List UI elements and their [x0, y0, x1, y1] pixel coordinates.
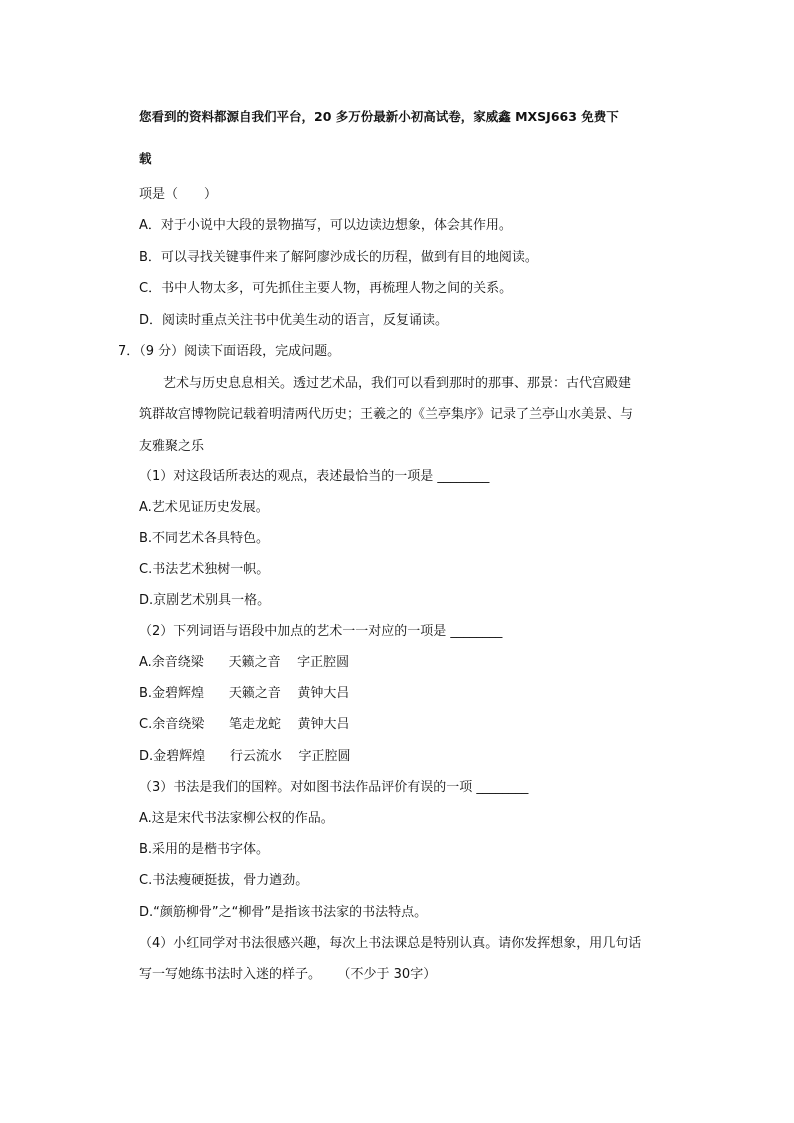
q7-passage-line-2: 筑群故宫博物院记载着明清两代历史；王羲之的《兰亭集序》记录了兰亭山水美景、与: [139, 407, 634, 422]
q7-sub3-option-c: C.书法瘦硬挺拔，骨力遒劲。: [139, 873, 309, 888]
q6-option-a: A．对于小说中大段的景物描写，可以边读边想象，体会其作用。: [139, 218, 512, 233]
header-ad-line-2: 载: [139, 151, 152, 166]
q7-sub3-stem: （3）书法是我们的国粹。对如图书法作品评价有误的一项 ________: [139, 780, 529, 795]
q7-sub3-option-a: A.这是宋代书法家柳公权的作品。: [139, 811, 334, 826]
q7-sub4-stem-line-2: 写一写她练书法时入迷的样子。 （不少于 30字）: [139, 967, 437, 982]
q7-sub3-option-d: D.“颜筋柳骨”之“柳骨”是指该书法家的书法特点。: [139, 905, 428, 920]
q7-sub2-option-c: C.余音绕梁 笔走龙蛇 黄钟大吕: [139, 717, 350, 732]
q7-passage-line-3: 友雅聚之乐: [139, 439, 205, 454]
q7-sub1-option-d: D.京剧艺术别具一格。: [139, 593, 271, 608]
q6-option-c: C．书中人物太多，可先抓住主要人物，再梳理人物之间的关系。: [139, 281, 513, 296]
q6-stem-tail: 项是（ ）: [139, 187, 218, 202]
q7-sub3-option-b: B.采用的是楷书字体。: [139, 842, 270, 857]
q7-sub2-stem: （2）下列词语与语段中加点的艺术一一对应的一项是 ________: [139, 624, 503, 639]
q7-title: 7．（9 分）阅读下面语段，完成问题。: [118, 344, 341, 359]
q6-option-b: B．可以寻找关键事件来了解阿廖沙成长的历程，做到有目的地阅读。: [139, 250, 538, 265]
q7-sub1-option-c: C.书法艺术独树一帜。: [139, 562, 270, 577]
q7-passage-line-1: 艺术与历史息息相关。透过艺术品，我们可以看到那时的那事、那景：古代宫殿建: [163, 376, 632, 391]
q6-option-d: D．阅读时重点关注书中优美生动的语言，反复诵读。: [139, 313, 449, 328]
q7-sub1-stem: （1）对这段话所表达的观点，表述最恰当的一项是 ________: [139, 469, 490, 484]
q7-sub1-option-a: A.艺术见证历史发展。: [139, 500, 269, 515]
q7-sub2-option-b: B.金碧辉煌 天籁之音 黄钟大吕: [139, 686, 350, 701]
q7-sub4-stem-line-1: （4）小红同学对书法很感兴趣，每次上书法课总是特别认真。请你发挥想象，用几句话: [139, 936, 642, 951]
q7-sub1-option-b: B.不同艺术各具特色。: [139, 531, 270, 546]
q7-sub2-option-a: A.余音绕梁 天籁之音 字正腔圆: [139, 655, 350, 670]
q7-sub2-option-d: D.金碧辉煌 行云流水 字正腔圆: [139, 749, 351, 764]
header-ad-line-1: 您看到的资料都源自我们平台，20 多万份最新小初高试卷，家威鑫 MXSJ663 免费下: [139, 109, 619, 124]
